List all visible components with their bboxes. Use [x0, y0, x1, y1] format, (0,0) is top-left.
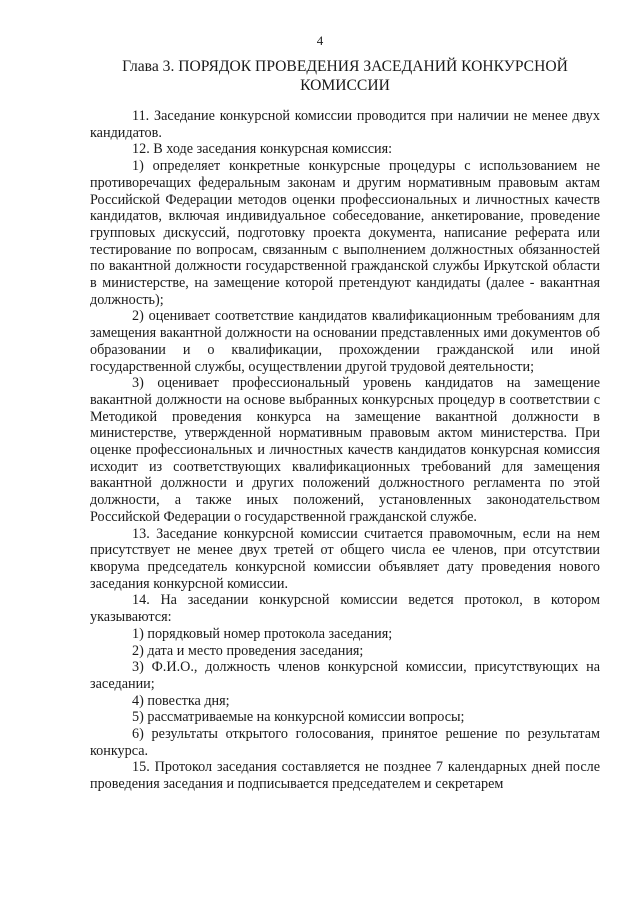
paragraph: 12. В ходе заседания конкурсная комиссия:	[132, 141, 393, 158]
paragraph: 1) определяет конкретные конкурсные процедуры с использованием не противоречащих федеральным законам и другим нормативным правовым актам Российской Федерации методов оценки профессиональных и личностных качеств кандидатов, включая индивидуальное собеседование, анкетирование, проведение групповых дискуссий, подготовку проекта документа, написание реферата или тестирование по вопросам, связанным с выполнением должностных обязанностей по вакантной должности государственной гражданской службы Иркутской области в министерстве, на замещение которой претендуют кандидаты (далее - вакантная должность);	[90, 158, 600, 308]
paragraph: 15. Протокол заседания составляется не позднее 7 календарных дней после проведения заседания и подписывается председателем и секретарем	[90, 759, 600, 793]
document-body	[90, 108, 600, 793]
page-number: 4	[316, 33, 324, 48]
paragraph: 4) повестка дня;	[132, 692, 230, 709]
paragraph: 5) рассматриваемые на конкурсной комиссии вопросы;	[132, 709, 465, 726]
paragraph: 3) Ф.И.О., должность членов конкурсной комиссии, присутствующих на заседании;	[90, 659, 600, 692]
paragraph: 1) порядковый номер протокола заседания;	[132, 625, 393, 642]
paragraph: 13. Заседание конкурсной комиссии считается правомочным, если на нем присутствует не менее двух третей от общего числа ее членов, при отсутствии кворума председатель конкурсной комиссии объявляет дату проведения нового заседания конкурсной комиссии.	[90, 525, 600, 592]
paragraph: 3) оценивает профессиональный уровень кандидатов на замещение вакантной должности на основе выбранных конкурсных процедур в соответствии с Методикой проведения конкурса на замещение вакантной должности в министерстве, утвержденной нормативным правовым актом министерства. При оценке профессиональных и личностных качеств кандидатов конкурсная комиссия исходит из соответствующих квалификационных требований для замещения вакантной должности и других положений должностного регламента по этой должности, а также иных положений, установленных законодательством Российской Федерации о государственной гражданской службе.	[90, 375, 600, 525]
paragraph: 6) результаты открытого голосования, принятое решение по результатам конкурса.	[90, 726, 600, 759]
paragraph: 11. Заседание конкурсной комиссии проводится при наличии не менее двух кандидатов.	[90, 108, 600, 141]
paragraph: 14. На заседании конкурсной комиссии ведется протокол, в котором указываются:	[90, 592, 600, 626]
paragraph: 2) оценивает соответствие кандидатов квалификационным требованиям для замещения вакантной должности на основании представленных ими документов об образовании и о квалификации, прохождении гражданской или иной государственной службы, осуществлении другой трудовой деятельности;	[90, 308, 600, 375]
chapter-title: Глава 3. ПОРЯДОК ПРОВЕДЕНИЯ ЗАСЕДАНИЙ КОНКУРСНОЙ КОМИССИИ	[122, 58, 568, 94]
paragraph: 2) дата и место проведения заседания;	[132, 642, 364, 659]
